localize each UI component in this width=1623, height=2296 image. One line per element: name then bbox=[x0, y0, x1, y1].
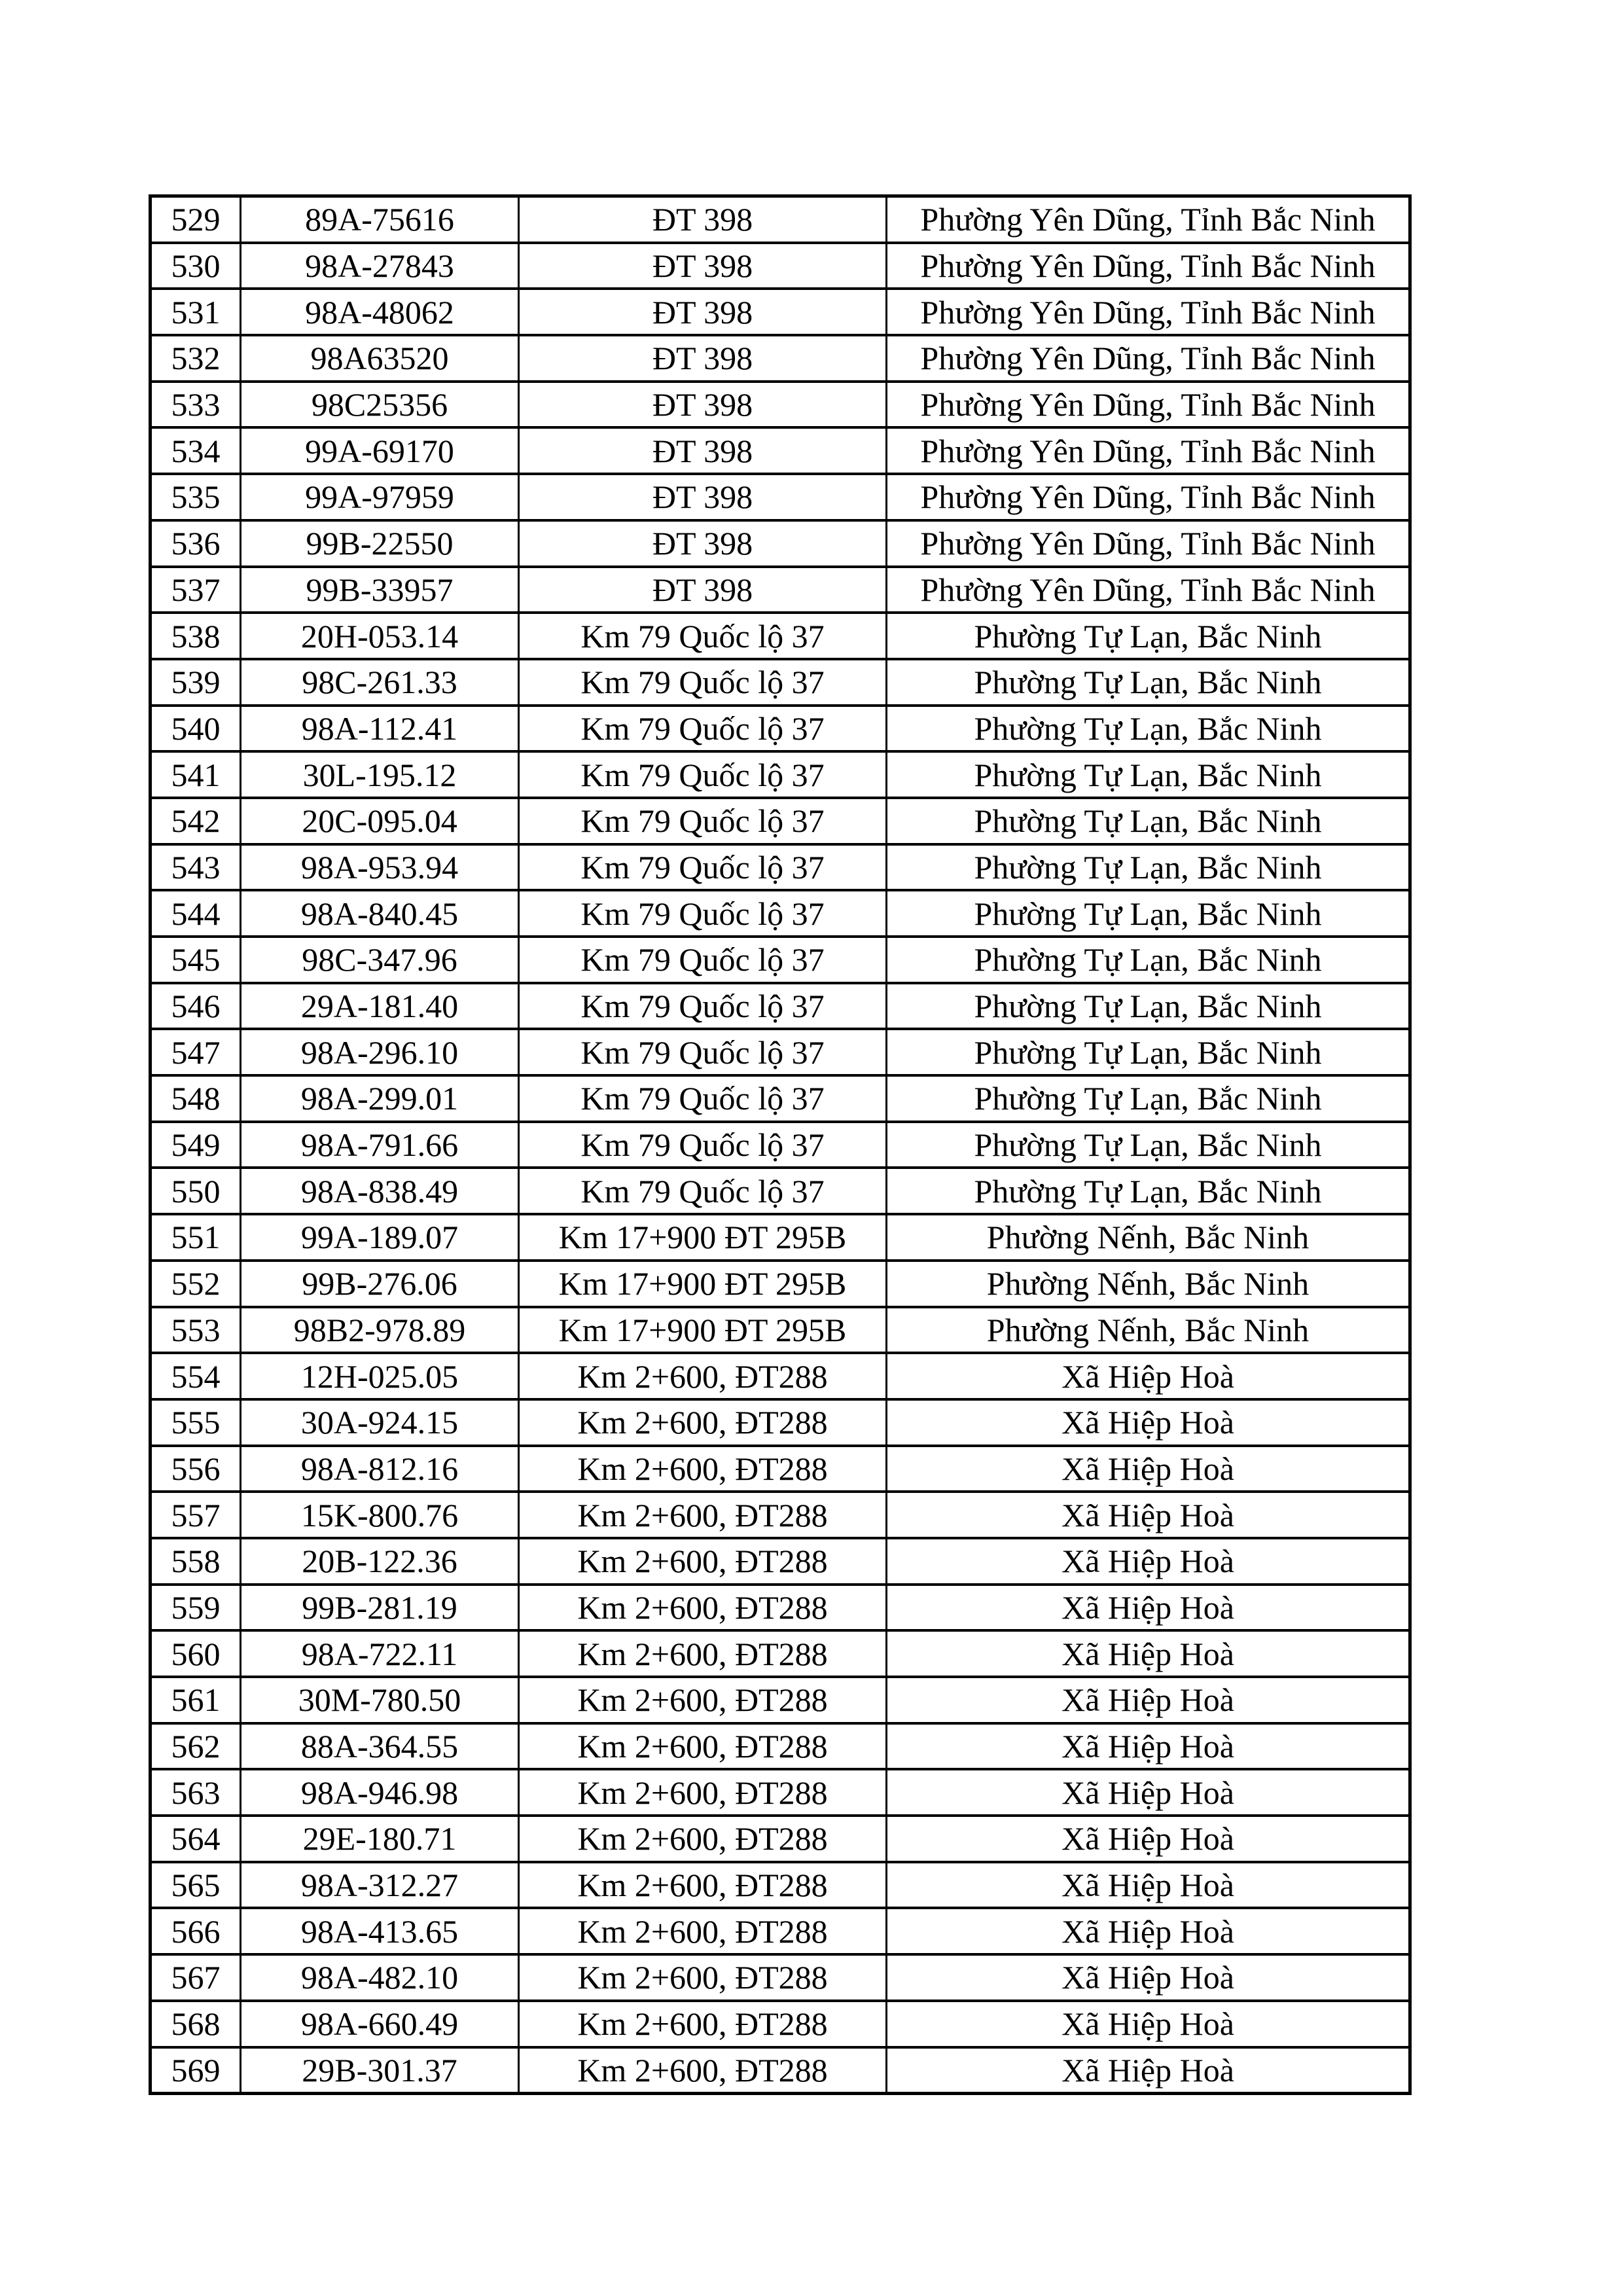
cell-location: Km 2+600, ĐT288 bbox=[519, 1908, 887, 1954]
cell-location: ĐT 398 bbox=[519, 289, 887, 335]
cell-place: Phường Tự Lạn, Bắc Ninh bbox=[887, 1122, 1410, 1168]
cell-row-number: 536 bbox=[151, 520, 241, 567]
cell-license-plate: 88A-364.55 bbox=[241, 1723, 519, 1770]
cell-license-plate: 98A-112.41 bbox=[241, 706, 519, 752]
cell-place: Xã Hiệp Hoà bbox=[887, 1492, 1410, 1538]
cell-location: Km 79 Quốc lộ 37 bbox=[519, 798, 887, 844]
cell-row-number: 561 bbox=[151, 1677, 241, 1723]
cell-place: Xã Hiệp Hoà bbox=[887, 1399, 1410, 1446]
cell-row-number: 546 bbox=[151, 983, 241, 1030]
cell-row-number: 532 bbox=[151, 335, 241, 382]
cell-location: Km 2+600, ĐT288 bbox=[519, 1399, 887, 1446]
cell-row-number: 534 bbox=[151, 427, 241, 474]
cell-license-plate: 20H-053.14 bbox=[241, 613, 519, 659]
cell-row-number: 538 bbox=[151, 613, 241, 659]
cell-location: Km 79 Quốc lộ 37 bbox=[519, 1029, 887, 1075]
table-row bbox=[151, 1908, 1410, 1954]
cell-place: Phường Tự Lạn, Bắc Ninh bbox=[887, 798, 1410, 844]
cell-row-number: 543 bbox=[151, 844, 241, 891]
cell-location: Km 17+900 ĐT 295B bbox=[519, 1261, 887, 1307]
cell-location: ĐT 398 bbox=[519, 567, 887, 613]
cell-license-plate: 29E-180.71 bbox=[241, 1816, 519, 1862]
cell-place: Phường Yên Dũng, Tỉnh Bắc Ninh bbox=[887, 567, 1410, 613]
cell-license-plate: 99B-281.19 bbox=[241, 1585, 519, 1631]
cell-place: Phường Tự Lạn, Bắc Ninh bbox=[887, 613, 1410, 659]
cell-place: Xã Hiệp Hoà bbox=[887, 1908, 1410, 1954]
cell-license-plate: 15K-800.76 bbox=[241, 1492, 519, 1538]
cell-row-number: 548 bbox=[151, 1075, 241, 1122]
cell-license-plate: 98A-48062 bbox=[241, 289, 519, 335]
cell-location: ĐT 398 bbox=[519, 243, 887, 289]
cell-location: Km 79 Quốc lộ 37 bbox=[519, 659, 887, 706]
table-row bbox=[151, 427, 1410, 474]
cell-row-number: 559 bbox=[151, 1585, 241, 1631]
cell-license-plate: 98A-946.98 bbox=[241, 1769, 519, 1816]
table-body bbox=[151, 196, 1410, 2094]
cell-place: Xã Hiệp Hoà bbox=[887, 1954, 1410, 2001]
cell-place: Phường Tự Lạn, Bắc Ninh bbox=[887, 1029, 1410, 1075]
table-row bbox=[151, 2047, 1410, 2094]
cell-row-number: 547 bbox=[151, 1029, 241, 1075]
cell-place: Phường Yên Dũng, Tỉnh Bắc Ninh bbox=[887, 474, 1410, 520]
table-row bbox=[151, 751, 1410, 798]
cell-location: ĐT 398 bbox=[519, 427, 887, 474]
cell-license-plate: 29B-301.37 bbox=[241, 2047, 519, 2094]
cell-place: Phường Tự Lạn, Bắc Ninh bbox=[887, 751, 1410, 798]
table-row bbox=[151, 243, 1410, 289]
cell-location: Km 79 Quốc lộ 37 bbox=[519, 890, 887, 937]
cell-location: Km 2+600, ĐT288 bbox=[519, 1585, 887, 1631]
cell-license-plate: 98C25356 bbox=[241, 382, 519, 428]
cell-location: Km 2+600, ĐT288 bbox=[519, 1492, 887, 1538]
cell-location: Km 2+600, ĐT288 bbox=[519, 1862, 887, 1909]
cell-license-plate: 98A-299.01 bbox=[241, 1075, 519, 1122]
cell-license-plate: 98A-840.45 bbox=[241, 890, 519, 937]
cell-row-number: 537 bbox=[151, 567, 241, 613]
table-row bbox=[151, 890, 1410, 937]
cell-row-number: 567 bbox=[151, 1954, 241, 2001]
cell-location: ĐT 398 bbox=[519, 520, 887, 567]
cell-place: Xã Hiệp Hoà bbox=[887, 1723, 1410, 1770]
table-row bbox=[151, 1585, 1410, 1631]
cell-place: Phường Nếnh, Bắc Ninh bbox=[887, 1214, 1410, 1261]
table-row bbox=[151, 2001, 1410, 2047]
cell-license-plate: 30M-780.50 bbox=[241, 1677, 519, 1723]
cell-location: Km 17+900 ĐT 295B bbox=[519, 1214, 887, 1261]
cell-place: Xã Hiệp Hoà bbox=[887, 1816, 1410, 1862]
cell-location: Km 79 Quốc lộ 37 bbox=[519, 983, 887, 1030]
table-row bbox=[151, 520, 1410, 567]
table-row bbox=[151, 1029, 1410, 1075]
cell-place: Phường Yên Dũng, Tỉnh Bắc Ninh bbox=[887, 289, 1410, 335]
table-row bbox=[151, 1816, 1410, 1862]
cell-license-plate: 98A-27843 bbox=[241, 243, 519, 289]
cell-license-plate: 99B-33957 bbox=[241, 567, 519, 613]
cell-license-plate: 99B-22550 bbox=[241, 520, 519, 567]
cell-row-number: 563 bbox=[151, 1769, 241, 1816]
cell-row-number: 558 bbox=[151, 1538, 241, 1585]
table-row bbox=[151, 844, 1410, 891]
table-row bbox=[151, 937, 1410, 983]
cell-row-number: 544 bbox=[151, 890, 241, 937]
cell-place: Xã Hiệp Hoà bbox=[887, 2047, 1410, 2094]
cell-location: Km 2+600, ĐT288 bbox=[519, 2001, 887, 2047]
table-row bbox=[151, 1261, 1410, 1307]
cell-location: Km 79 Quốc lộ 37 bbox=[519, 613, 887, 659]
cell-license-plate: 98A-838.49 bbox=[241, 1168, 519, 1214]
cell-location: ĐT 398 bbox=[519, 196, 887, 243]
table-row bbox=[151, 706, 1410, 752]
table-row bbox=[151, 335, 1410, 382]
table-row bbox=[151, 798, 1410, 844]
cell-row-number: 549 bbox=[151, 1122, 241, 1168]
cell-license-plate: 20B-122.36 bbox=[241, 1538, 519, 1585]
cell-place: Phường Nếnh, Bắc Ninh bbox=[887, 1261, 1410, 1307]
cell-row-number: 553 bbox=[151, 1307, 241, 1354]
cell-row-number: 550 bbox=[151, 1168, 241, 1214]
cell-place: Xã Hiệp Hoà bbox=[887, 1446, 1410, 1492]
cell-place: Phường Tự Lạn, Bắc Ninh bbox=[887, 937, 1410, 983]
cell-location: Km 2+600, ĐT288 bbox=[519, 1769, 887, 1816]
table-row bbox=[151, 382, 1410, 428]
cell-location: ĐT 398 bbox=[519, 335, 887, 382]
cell-license-plate: 98C-261.33 bbox=[241, 659, 519, 706]
table-row bbox=[151, 1677, 1410, 1723]
cell-row-number: 533 bbox=[151, 382, 241, 428]
cell-place: Phường Yên Dũng, Tỉnh Bắc Ninh bbox=[887, 196, 1410, 243]
cell-license-plate: 30A-924.15 bbox=[241, 1399, 519, 1446]
cell-license-plate: 99A-189.07 bbox=[241, 1214, 519, 1261]
cell-row-number: 569 bbox=[151, 2047, 241, 2094]
cell-row-number: 557 bbox=[151, 1492, 241, 1538]
cell-place: Phường Yên Dũng, Tỉnh Bắc Ninh bbox=[887, 382, 1410, 428]
cell-row-number: 531 bbox=[151, 289, 241, 335]
cell-row-number: 554 bbox=[151, 1353, 241, 1399]
cell-row-number: 545 bbox=[151, 937, 241, 983]
cell-location: Km 2+600, ĐT288 bbox=[519, 2047, 887, 2094]
cell-license-plate: 98A-722.11 bbox=[241, 1630, 519, 1677]
cell-place: Phường Tự Lạn, Bắc Ninh bbox=[887, 844, 1410, 891]
cell-location: Km 79 Quốc lộ 37 bbox=[519, 751, 887, 798]
table-row bbox=[151, 1353, 1410, 1399]
table-row bbox=[151, 1214, 1410, 1261]
table-row bbox=[151, 1307, 1410, 1354]
cell-location: Km 2+600, ĐT288 bbox=[519, 1954, 887, 2001]
cell-row-number: 555 bbox=[151, 1399, 241, 1446]
cell-row-number: 568 bbox=[151, 2001, 241, 2047]
cell-place: Phường Tự Lạn, Bắc Ninh bbox=[887, 983, 1410, 1030]
table-row bbox=[151, 613, 1410, 659]
cell-row-number: 551 bbox=[151, 1214, 241, 1261]
cell-row-number: 556 bbox=[151, 1446, 241, 1492]
cell-location: Km 2+600, ĐT288 bbox=[519, 1723, 887, 1770]
table-row bbox=[151, 289, 1410, 335]
table-row bbox=[151, 1122, 1410, 1168]
cell-place: Phường Yên Dũng, Tỉnh Bắc Ninh bbox=[887, 520, 1410, 567]
cell-license-plate: 29A-181.40 bbox=[241, 983, 519, 1030]
cell-row-number: 562 bbox=[151, 1723, 241, 1770]
table-row bbox=[151, 1630, 1410, 1677]
table-row bbox=[151, 1168, 1410, 1214]
cell-license-plate: 30L-195.12 bbox=[241, 751, 519, 798]
table-row bbox=[151, 983, 1410, 1030]
cell-license-plate: 98A63520 bbox=[241, 335, 519, 382]
cell-location: Km 2+600, ĐT288 bbox=[519, 1446, 887, 1492]
cell-row-number: 560 bbox=[151, 1630, 241, 1677]
cell-license-plate: 98A-312.27 bbox=[241, 1862, 519, 1909]
cell-location: Km 79 Quốc lộ 37 bbox=[519, 1075, 887, 1122]
table-row bbox=[151, 659, 1410, 706]
cell-license-plate: 12H-025.05 bbox=[241, 1353, 519, 1399]
cell-location: Km 79 Quốc lộ 37 bbox=[519, 937, 887, 983]
cell-place: Xã Hiệp Hoà bbox=[887, 1630, 1410, 1677]
cell-row-number: 529 bbox=[151, 196, 241, 243]
cell-place: Xã Hiệp Hoà bbox=[887, 1538, 1410, 1585]
cell-license-plate: 89A-75616 bbox=[241, 196, 519, 243]
cell-place: Phường Tự Lạn, Bắc Ninh bbox=[887, 659, 1410, 706]
cell-location: Km 79 Quốc lộ 37 bbox=[519, 1122, 887, 1168]
cell-row-number: 540 bbox=[151, 706, 241, 752]
cell-location: Km 2+600, ĐT288 bbox=[519, 1353, 887, 1399]
cell-row-number: 542 bbox=[151, 798, 241, 844]
table-row bbox=[151, 196, 1410, 243]
table-row bbox=[151, 1769, 1410, 1816]
cell-row-number: 530 bbox=[151, 243, 241, 289]
cell-location: ĐT 398 bbox=[519, 474, 887, 520]
cell-place: Phường Yên Dũng, Tỉnh Bắc Ninh bbox=[887, 243, 1410, 289]
table-row bbox=[151, 1075, 1410, 1122]
cell-place: Phường Tự Lạn, Bắc Ninh bbox=[887, 1168, 1410, 1214]
cell-license-plate: 98A-791.66 bbox=[241, 1122, 519, 1168]
cell-row-number: 564 bbox=[151, 1816, 241, 1862]
cell-location: Km 2+600, ĐT288 bbox=[519, 1538, 887, 1585]
cell-license-plate: 98A-953.94 bbox=[241, 844, 519, 891]
table-row bbox=[151, 1862, 1410, 1909]
cell-place: Xã Hiệp Hoà bbox=[887, 2001, 1410, 2047]
cell-place: Phường Tự Lạn, Bắc Ninh bbox=[887, 890, 1410, 937]
table-row bbox=[151, 1492, 1410, 1538]
table-row bbox=[151, 1954, 1410, 2001]
cell-place: Phường Yên Dũng, Tỉnh Bắc Ninh bbox=[887, 427, 1410, 474]
cell-place: Phường Yên Dũng, Tỉnh Bắc Ninh bbox=[887, 335, 1410, 382]
cell-license-plate: 99A-69170 bbox=[241, 427, 519, 474]
table-row bbox=[151, 1399, 1410, 1446]
cell-license-plate: 98A-812.16 bbox=[241, 1446, 519, 1492]
cell-row-number: 552 bbox=[151, 1261, 241, 1307]
cell-location: Km 2+600, ĐT288 bbox=[519, 1816, 887, 1862]
cell-location: Km 79 Quốc lộ 37 bbox=[519, 844, 887, 891]
cell-row-number: 541 bbox=[151, 751, 241, 798]
table-row bbox=[151, 567, 1410, 613]
cell-place: Xã Hiệp Hoà bbox=[887, 1862, 1410, 1909]
cell-location: Km 2+600, ĐT288 bbox=[519, 1630, 887, 1677]
cell-place: Phường Tự Lạn, Bắc Ninh bbox=[887, 706, 1410, 752]
cell-license-plate: 99B-276.06 bbox=[241, 1261, 519, 1307]
cell-location: Km 79 Quốc lộ 37 bbox=[519, 706, 887, 752]
violations-table bbox=[149, 194, 1412, 2095]
table-row bbox=[151, 1723, 1410, 1770]
cell-row-number: 535 bbox=[151, 474, 241, 520]
cell-place: Xã Hiệp Hoà bbox=[887, 1769, 1410, 1816]
table-row bbox=[151, 1538, 1410, 1585]
cell-row-number: 566 bbox=[151, 1908, 241, 1954]
cell-place: Xã Hiệp Hoà bbox=[887, 1353, 1410, 1399]
cell-license-plate: 20C-095.04 bbox=[241, 798, 519, 844]
cell-place: Phường Tự Lạn, Bắc Ninh bbox=[887, 1075, 1410, 1122]
cell-license-plate: 98A-660.49 bbox=[241, 2001, 519, 2047]
cell-license-plate: 98A-296.10 bbox=[241, 1029, 519, 1075]
cell-place: Xã Hiệp Hoà bbox=[887, 1677, 1410, 1723]
cell-license-plate: 99A-97959 bbox=[241, 474, 519, 520]
table-row bbox=[151, 1446, 1410, 1492]
cell-license-plate: 98A-413.65 bbox=[241, 1908, 519, 1954]
cell-place: Phường Nếnh, Bắc Ninh bbox=[887, 1307, 1410, 1354]
cell-row-number: 539 bbox=[151, 659, 241, 706]
cell-location: ĐT 398 bbox=[519, 382, 887, 428]
cell-place: Xã Hiệp Hoà bbox=[887, 1585, 1410, 1631]
cell-location: Km 79 Quốc lộ 37 bbox=[519, 1168, 887, 1214]
cell-location: Km 17+900 ĐT 295B bbox=[519, 1307, 887, 1354]
cell-location: Km 2+600, ĐT288 bbox=[519, 1677, 887, 1723]
cell-license-plate: 98B2-978.89 bbox=[241, 1307, 519, 1354]
cell-license-plate: 98C-347.96 bbox=[241, 937, 519, 983]
cell-license-plate: 98A-482.10 bbox=[241, 1954, 519, 2001]
cell-row-number: 565 bbox=[151, 1862, 241, 1909]
table-row bbox=[151, 474, 1410, 520]
